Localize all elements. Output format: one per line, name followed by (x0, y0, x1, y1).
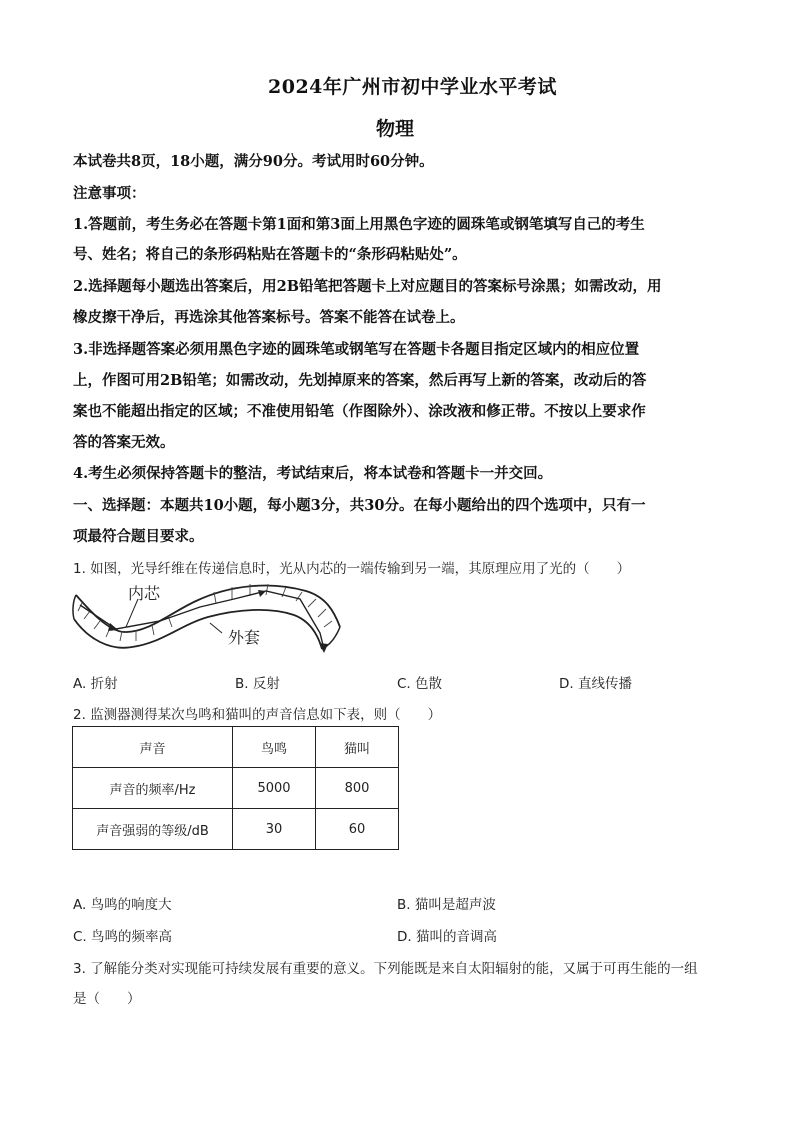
exam-summary: 本试卷共8页，18小题，满分90分。考试用时60分钟。 (73, 153, 434, 170)
fiber-upper-edge (76, 586, 340, 632)
notice-line: 1.答题前，考生务必在答题卡第1面和第3面上用黑色字迹的圆珠笔或钢笔填写自己的考生 (73, 216, 645, 233)
q2-option-b: B. 猫叫是超声波 (397, 897, 496, 913)
cladding-hatching (78, 584, 332, 641)
notice-line: 答的答案无效。 (73, 434, 175, 451)
q2-option-c: C. 鸟鸣的频率高 (73, 929, 173, 945)
table-header-row (73, 727, 399, 768)
inner-core-label: 内芯 (128, 584, 161, 603)
table-cell: 800 (316, 768, 399, 809)
question-1-text: 1. 如图，光导纤维在传递信息时，光从内芯的一端传输到另一端，其原理应用了光的（ ） (73, 561, 631, 577)
optical-fiber-figure (70, 577, 350, 659)
notice-line: 4.考生必须保持答题卡的整洁，考试结束后，将本试卷和答题卡一并交回。 (73, 465, 553, 482)
q1-option-c: C. 色散 (397, 676, 443, 692)
table-header-cell: 声音 (73, 727, 233, 768)
arrow-icon (319, 643, 328, 653)
q2-option-d: D. 猫叫的音调高 (397, 929, 497, 945)
q2-option-a: A. 鸟鸣的响度大 (73, 897, 172, 913)
notice-line: 橡皮擦干净后，再选涂其他答案标号。答案不能答在试卷上。 (73, 309, 465, 326)
table-cell: 声音的频率/Hz (73, 768, 233, 809)
notice-line: 案也不能超出指定的区域；不准使用铅笔（作图除外）、涂改液和修正带。不按以上要求作 (73, 403, 646, 420)
table-row (73, 768, 399, 809)
q1-option-b: B. 反射 (235, 676, 280, 692)
question-3-text-cont: 是（ ） (73, 991, 141, 1007)
notice-line: 号、姓名；将自己的条形码粘贴在答题卡的“条形码粘贴处”。 (73, 246, 467, 263)
arrow-icon (258, 590, 266, 597)
subject-title: 物理 (376, 118, 415, 140)
exam-title: 2024年广州市初中学业水平考试 (268, 76, 557, 98)
q1-option-d: D. 直线传播 (559, 676, 632, 692)
question-2-text: 2. 监测器测得某次鸟鸣和猫叫的声音信息如下表，则（ ） (73, 707, 442, 723)
outer-cladding-label: 外套 (228, 628, 261, 647)
notice-line: 2.选择题每小题选出答案后，用2B铅笔把答题卡上对应题目的答案标号涂黑；如需改动，用 (73, 278, 662, 295)
question-3-text: 3. 了解能分类对实现能可持续发展有重要的意义。下列能既是来自太阳辐射的能，又属于可再生能的一组 (73, 961, 698, 977)
table-header-cell: 鸟鸣 (233, 727, 316, 768)
section-heading: 项最符合题目要求。 (73, 528, 204, 545)
outer-label-leader (210, 623, 222, 633)
section-heading: 一、选择题：本题共10小题，每小题3分，共30分。在每小题给出的四个选项中，只有一 (73, 497, 646, 514)
table-cell: 60 (316, 809, 399, 850)
table-cell: 声音强弱的等级/dB (73, 809, 233, 850)
sound-info-table (72, 726, 399, 850)
q1-option-a: A. 折射 (73, 676, 118, 692)
light-ray (80, 591, 324, 649)
notice-heading: 注意事项： (73, 185, 146, 202)
notice-line: 上，作图可用2B铅笔；如需改动，先划掉原来的答案，然后再写上新的答案，改动后的答 (73, 372, 647, 389)
table-cell: 5000 (233, 768, 316, 809)
table-cell: 30 (233, 809, 316, 850)
notice-line: 3.非选择题答案必须用黑色字迹的圆珠笔或钢笔写在答题卡各题目指定区域内的相应位置 (73, 341, 640, 358)
inner-label-leader (126, 599, 138, 627)
table-row (73, 809, 399, 850)
table-header-cell: 猫叫 (316, 727, 399, 768)
